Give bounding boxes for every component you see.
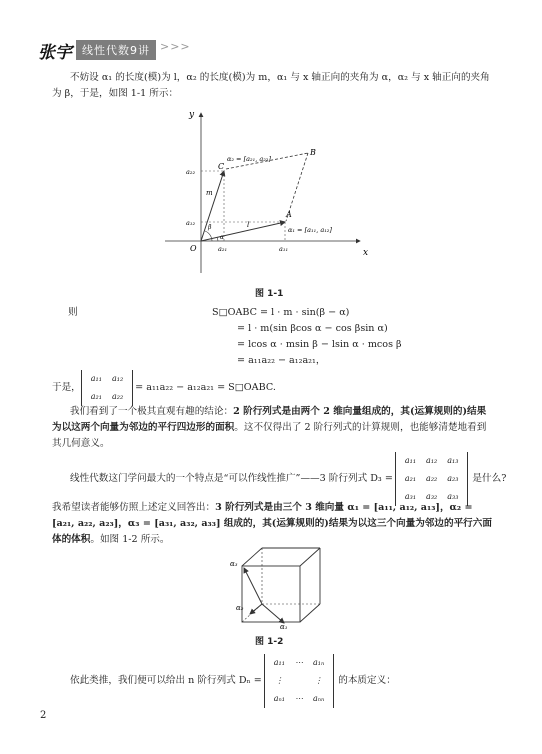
det3-cell: a₁₂	[426, 456, 438, 465]
vector-alpha3	[244, 568, 262, 604]
detn-cell: aₙ₁	[273, 694, 285, 703]
figure-1-1-caption: 图 1-1	[255, 289, 284, 299]
det3-cell: a₂₂	[426, 474, 438, 483]
angle-beta-label: β	[208, 224, 212, 231]
length-l-label: l	[247, 221, 250, 229]
derivation-line-4: = a₁₁a₂₂ − a₁₂a₂₁，	[237, 355, 326, 366]
vector-alpha1-label: α₁ = [a₁₁, a₁₂]	[288, 226, 332, 234]
analogy-prefix: 依此类推，我们便可以给出 n 阶行列式 Dₙ =	[70, 675, 262, 686]
detn-cell: ⋮	[275, 676, 284, 685]
detn-cell: a₁ₙ	[313, 658, 325, 667]
label-alpha2: α₂	[236, 604, 244, 612]
conclusion-text-1: 我们看到了一个极其直观有趣的结论：	[70, 406, 234, 417]
det3-cell: a₁₁	[404, 456, 417, 465]
det-2x2	[81, 370, 133, 406]
length-m-label: m	[206, 189, 213, 197]
origin-label: O	[190, 244, 197, 253]
det-nxn	[264, 654, 334, 708]
derivation-line-3: = lcos α · msin β − lsin α · mcos β	[237, 339, 402, 350]
vector-alpha1	[201, 222, 285, 241]
detn-cell: ⋯	[294, 658, 303, 667]
header-title: 线性代数9讲	[76, 40, 156, 60]
detn-cell	[290, 672, 308, 690]
intro-paragraph: 不妨设 α₁ 的长度(模)为 l，α₂ 的长度(模)为 m，α₁ 与 x 轴正向的夹角为 α，α₂ 与 x 轴正向的夹角为 β，于是，如图 1-1 所示：	[52, 72, 490, 99]
detn-cell: aₙₙ	[312, 694, 325, 703]
axis-x-label: x	[363, 248, 369, 258]
analogy-suffix: 的本质定义：	[338, 675, 396, 686]
derivation-label: 则	[68, 307, 78, 318]
question-suffix: 是什么?	[472, 473, 507, 484]
sothat-suffix: = a₁₁a₂₂ − a₁₂a₂₁ = S□OABC.	[135, 382, 276, 393]
derivation-line-1: S□OABC = l · m · sin(β − α)	[212, 307, 350, 318]
question-line	[70, 452, 506, 506]
tick-a12-label: a₁₂	[186, 219, 196, 227]
tick-a22-label: a₂₂	[186, 168, 196, 176]
page-number: 2	[40, 710, 47, 721]
point-A-label: A	[286, 210, 292, 219]
detn-cell: ⋮	[314, 676, 323, 685]
figure-1-1	[160, 105, 375, 280]
det2-cell: a₂₁	[90, 392, 102, 401]
det3-cell: a₂₃	[447, 474, 459, 483]
derivation-line-2: = l · m(sin βcos α − cos βsin α)	[237, 323, 388, 334]
answer-text-2: 。如图 1-2 所示。	[90, 534, 170, 545]
tick-a21-label: a₂₁	[218, 245, 228, 253]
detn-cell: ⋯	[294, 694, 303, 703]
answer-bold: 3 阶行列式是由三个 3 维向量 α₁ = [a₁₁, a₁₂, a₁₃]，α₂ = [a₂₁, a₂₂, a₂₃]，α₃ = [a₃₁, a₃₂, a₃₃] 组成的，其(运算规则的)结果为以这三个向量为邻边的平行六面体的体积	[52, 502, 492, 545]
axis-y-label: y	[189, 110, 195, 120]
header-logo: 张宇	[38, 43, 72, 63]
det2-cell: a₁₁	[90, 374, 102, 383]
det3-cell: a₃₃	[447, 492, 459, 501]
conclusion-paragraph	[52, 404, 492, 452]
cube-edge-br	[300, 604, 320, 622]
vector-alpha2-label: α₂ = [a₂₁, a₂₂]	[227, 155, 271, 163]
vector-alpha2-3d	[250, 604, 262, 614]
sothat-prefix: 于是，	[52, 382, 81, 393]
det3-cell: a₁₃	[447, 456, 459, 465]
det2-cell: a₁₂	[111, 374, 124, 383]
header-arrows: >>>	[160, 40, 191, 53]
detn-cell: a₁₁	[273, 658, 285, 667]
tick-a11-label: a₁₁	[279, 245, 289, 253]
label-alpha3: α₃	[230, 560, 238, 568]
answer-paragraph	[52, 500, 492, 548]
figure-1-2	[228, 544, 338, 629]
point-B-label: B	[310, 148, 316, 157]
label-alpha1: α₁	[280, 623, 288, 629]
det3-cell: a₃₁	[404, 492, 417, 501]
question-prefix: 线性代数这门学问最大的一个特点是“可以作线性推广”——3 阶行列式 D₃ =	[70, 473, 393, 484]
conclusion-text-2: 。这不仅得出了 2 阶行列式的计算规则，也能够清楚地看到其几何意义。	[52, 422, 487, 449]
vector-alpha1-3d	[262, 604, 284, 623]
figure-1-2-caption: 图 1-2	[255, 637, 284, 647]
det2-cell: a₂₂	[111, 392, 124, 401]
det3-cell: a₃₂	[426, 492, 438, 501]
answer-text-1: 我希望读者能够仿照上述定义回答出：	[52, 502, 216, 513]
cube-edge-tr	[300, 548, 320, 566]
angle-alpha-label: α	[220, 234, 225, 241]
conclusion-bold: 2 阶行列式是由两个 2 维向量组成的，其(运算规则的)结果为以这两个向量为邻边的平行四边形的面积	[52, 406, 487, 433]
det3-cell: a₂₁	[404, 474, 417, 483]
det-3x3	[395, 452, 469, 506]
analogy-line	[70, 654, 396, 708]
point-C-label: C	[218, 162, 225, 171]
cube-edge-tl	[242, 548, 262, 566]
vector-alpha2	[201, 171, 224, 241]
sothat-equation	[52, 370, 276, 406]
